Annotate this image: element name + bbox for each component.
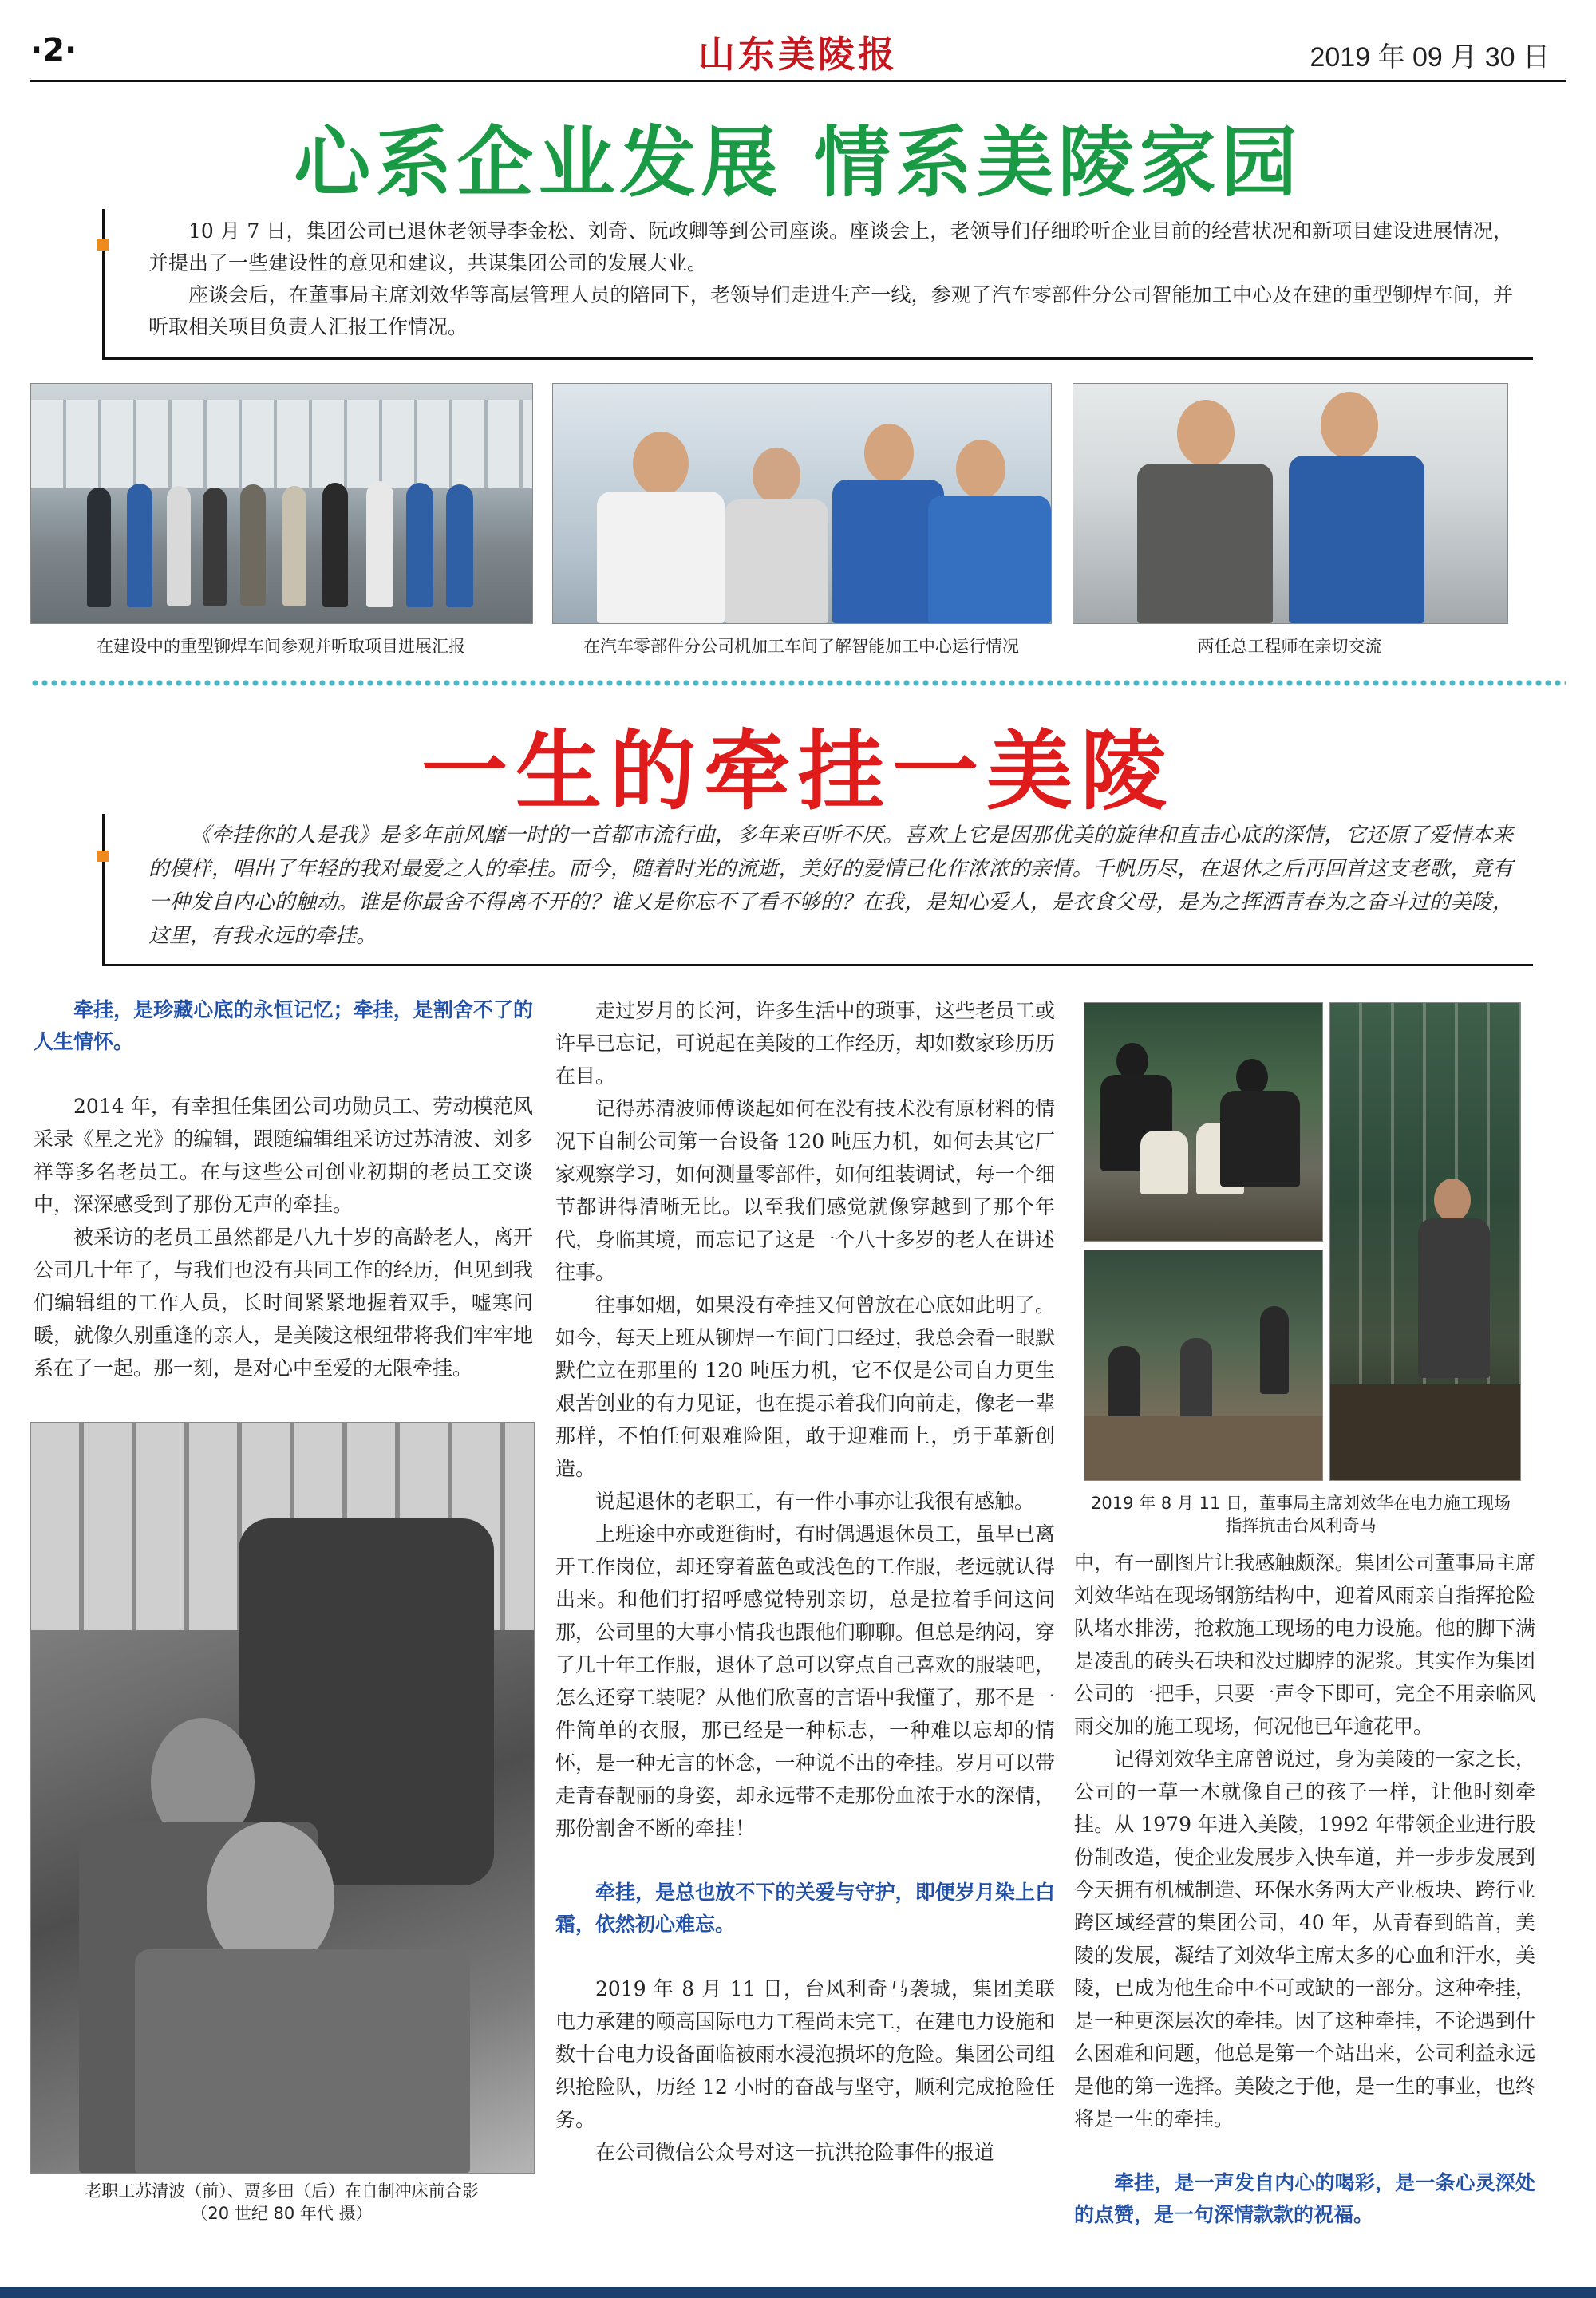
photo-chief-engineers xyxy=(1073,383,1508,624)
caption-old-workers-date: （20 世纪 80 年代 摄） xyxy=(191,2204,373,2223)
paragraph: 在公司微信公众号对这一抗洪抢险事件的报道 xyxy=(595,2141,995,2164)
caption-flood-photos-2: 指挥抗击台风利奇马 xyxy=(1225,1516,1377,1535)
column-3 xyxy=(1074,1546,1535,2231)
lead-bullet-icon xyxy=(97,239,109,251)
article2-title: 一生的牵挂一美陵 xyxy=(421,722,1175,822)
article1-lead-p1: 10 月 7 日，集团公司已退休老领导李金松、刘奇、阮政卿等到公司座谈。座谈会上，老领导们仔细聆听企业目前的经营状况和新项目建设进展情况，并提出了一些建设性的意见和建议，共谋集团公司的发展大业。 xyxy=(148,219,1513,274)
caption-flood-photos: 2019 年 8 月 11 日，董事局主席刘效华在电力施工现场 xyxy=(1091,1494,1511,1513)
paragraph: 往事如烟，如果没有牵挂又何曾放在心底如此明了。如今，每天上班从铆焊一车间门口经过，我总会看一眼默默伫立在那里的 120 吨压力机，它不仅是公司自力更生艰苦创业的有力见证，也在提示着我们向前走，像老一辈那样，不怕任何艰难险阻，敢于迎难而上，勇于革新创造。 xyxy=(555,1293,1055,1480)
paragraph: 记得苏清波师傅谈起如何在没有技术没有原材料的情况下自制公司第一台设备 120 吨压力机，如何去其它厂家观察学习，如何测量零部件，如何组装调试，每一个细节都讲得清晰无比。以至我们感觉就像穿越到了那个年代，身临其境，而忘记了这是一个八十多岁的老人在讲述往事。 xyxy=(555,1097,1055,1284)
photo-flood-crew xyxy=(1084,1002,1323,1242)
paragraph: 走过岁月的长河，许多生活中的琐事，这些老员工或许早已忘记，可说起在美陵的工作经历，却如数家珍历历在目。 xyxy=(555,999,1055,1088)
masthead: 山东美陵报 xyxy=(698,33,898,76)
header-rule xyxy=(30,80,1566,82)
article1-lead-p2: 座谈会后，在董事局主席刘效华等高层管理人员的陪同下，老领导们走进生产一线，参观了汽车零部件分公司智能加工中心及在建的重型铆焊车间，并听取相关项目负责人汇报工作情况。 xyxy=(148,283,1513,338)
highlight-quote: 牵挂，是总也放不下的关爱与守护，即便岁月染上白霜，依然初心难忘。 xyxy=(555,1881,1055,1936)
lead-bullet-icon xyxy=(97,851,109,862)
paragraph: 记得刘效华主席曾说过，身为美陵的一家之长，公司的一草一木就像自己的孩子一样，让他时刻牵挂。从 1979 年进入美陵，1992 年带领企业进行股份制改造，使企业发展步入快车道，并一步步发展到今天拥有机械制造、环保水务两大产业板块、跨行业跨区域经营的集团公司，40 年，从青春到皓首，美陵的发展，凝结了刘效华主席太多的心血和汗水，美陵，已成为他生命中不可或缺的一部分。这种牵挂，是一种更深层次的牵挂。因了这种牵挂，不论遇到什么困难和问题，他总是第一个站出来，公司利益永远是他的第一选择。美陵之于他，是一生的事业，也终将是一生的牵挂。 xyxy=(1074,1747,1535,2130)
column-2 xyxy=(555,994,1055,2169)
paragraph: 说起退休的老职工，有一件小事亦让我很有感触。 xyxy=(595,1490,1035,1513)
highlight-quote: 牵挂，是一声发自内心的喝彩，是一条心灵深处的点赞，是一句深情款款的祝福。 xyxy=(1074,2171,1535,2226)
footer-bar xyxy=(0,2287,1596,2298)
column-1 xyxy=(34,994,533,1384)
article2-lead-text: 《牵挂你的人是我》是多年前风靡一时的一首都市流行曲，多年来百听不厌。喜欢上它是因那优美的旋律和直击心底的深情，它还原了爱情本来的模样，唱出了年轻的我对最爱之人的牵挂。而今，随着时光的流逝，美好的爱情已化作浓浓的亲情。千帆历尽，在退休之后再回首这支老歌，竟有一种发自内心的触动。谁是你最舍不得离不开的？谁又是你忘不了看不够的？在我，是知心爱人，是衣食父母，是为之挥洒青春为之奋斗过的美陵，这里，有我永远的牵挂。 xyxy=(148,823,1513,948)
page-number: ·2· xyxy=(30,32,77,69)
highlight-quote: 牵挂，是珍藏心底的永恒记忆；牵挂，是割舍不了的人生情怀。 xyxy=(34,998,533,1053)
article1-title: 心系企业发展 情系美陵家园 xyxy=(294,118,1302,207)
caption-photo-1: 在建设中的重型铆焊车间参观并听取项目进展汇报 xyxy=(97,637,465,656)
paragraph: 2014 年，有幸担任集团公司功勋员工、劳动模范风采录《星之光》的编辑，跟随编辑组采访过苏清波、刘多祥等多名老员工。在与这些公司创业初期的老员工交谈中，深深感受到了那份无声的牵挂。 xyxy=(34,1095,533,1216)
section-divider xyxy=(30,678,1566,688)
caption-old-workers: 老职工苏清波（前）、贾多田（后）在自制冲床前合影 xyxy=(85,2182,479,2201)
caption-photo-3: 两任总工程师在亲切交流 xyxy=(1197,637,1382,656)
photo-welding-workshop xyxy=(30,383,533,624)
photo-machining-center xyxy=(552,383,1052,624)
article1-lead xyxy=(148,215,1513,343)
paragraph: 2019 年 8 月 11 日，台风利奇马袭城，集团美联电力承建的颐高国际电力工程尚未完工，在建电力设施和数十台电力设备面临被雨水浸泡损坏的危险。集团公司组织抢险队，历经 12 小时的奋战与坚守，顺利完成抢险任务。 xyxy=(555,1977,1055,2131)
photo-old-workers xyxy=(30,1422,535,2174)
caption-photo-2: 在汽车零部件分公司机加工车间了解智能加工中心运行情况 xyxy=(583,637,1019,656)
article2-lead xyxy=(148,819,1513,953)
photo-chairman-on-site xyxy=(1329,1002,1521,1481)
issue-date: 2019 年 09 月 30 日 xyxy=(1310,42,1550,73)
paragraph: 被采访的老员工虽然都是八九十岁的高龄老人，离开公司几十年了，与我们也没有共同工作的经历，但见到我们编辑组的工作人员，长时间紧紧地握着双手，嘘寒问暖，就像久别重逢的亲人，是美陵这根纽带将我们牢牢地系在了一起。那一刻，是对心中至爱的无限牵挂。 xyxy=(34,1226,533,1380)
paragraph: 上班途中亦或逛街时，有时偶遇退休员工，虽早已离开工作岗位，却还穿着蓝色或浅色的工作服，老远就认得出来。和他们打招呼感觉特别亲切，总是拉着手问这问那，公司里的大事小情我也跟他们聊聊。但总是纳闷，穿了几十年工作服，退休了总可以穿点自己喜欢的服装吧，怎么还穿工装呢？从他们欣喜的言语中我懂了，那不是一件简单的衣服，那已经是一种标志，一种难以忘却的情怀，是一种无言的怀念，一种说不出的牵挂。岁月可以带走青春靓丽的身姿，却永远带不走那份血浓于水的深情，那份割舍不断的牵挂！ xyxy=(555,1522,1055,1840)
photo-flood-site xyxy=(1084,1250,1323,1481)
paragraph: 中，有一副图片让我感触颇深。集团公司董事局主席刘效华站在现场钢筋结构中，迎着风雨亲自指挥抢险队堵水排涝，抢救施工现场的电力设施。他的脚下满是凌乱的砖头石块和没过脚脖的泥浆。其实作为集团公司的一把手，只要一声令下即可，完全不用亲临风雨交加的施工现场，何况他已年逾花甲。 xyxy=(1074,1551,1535,1738)
